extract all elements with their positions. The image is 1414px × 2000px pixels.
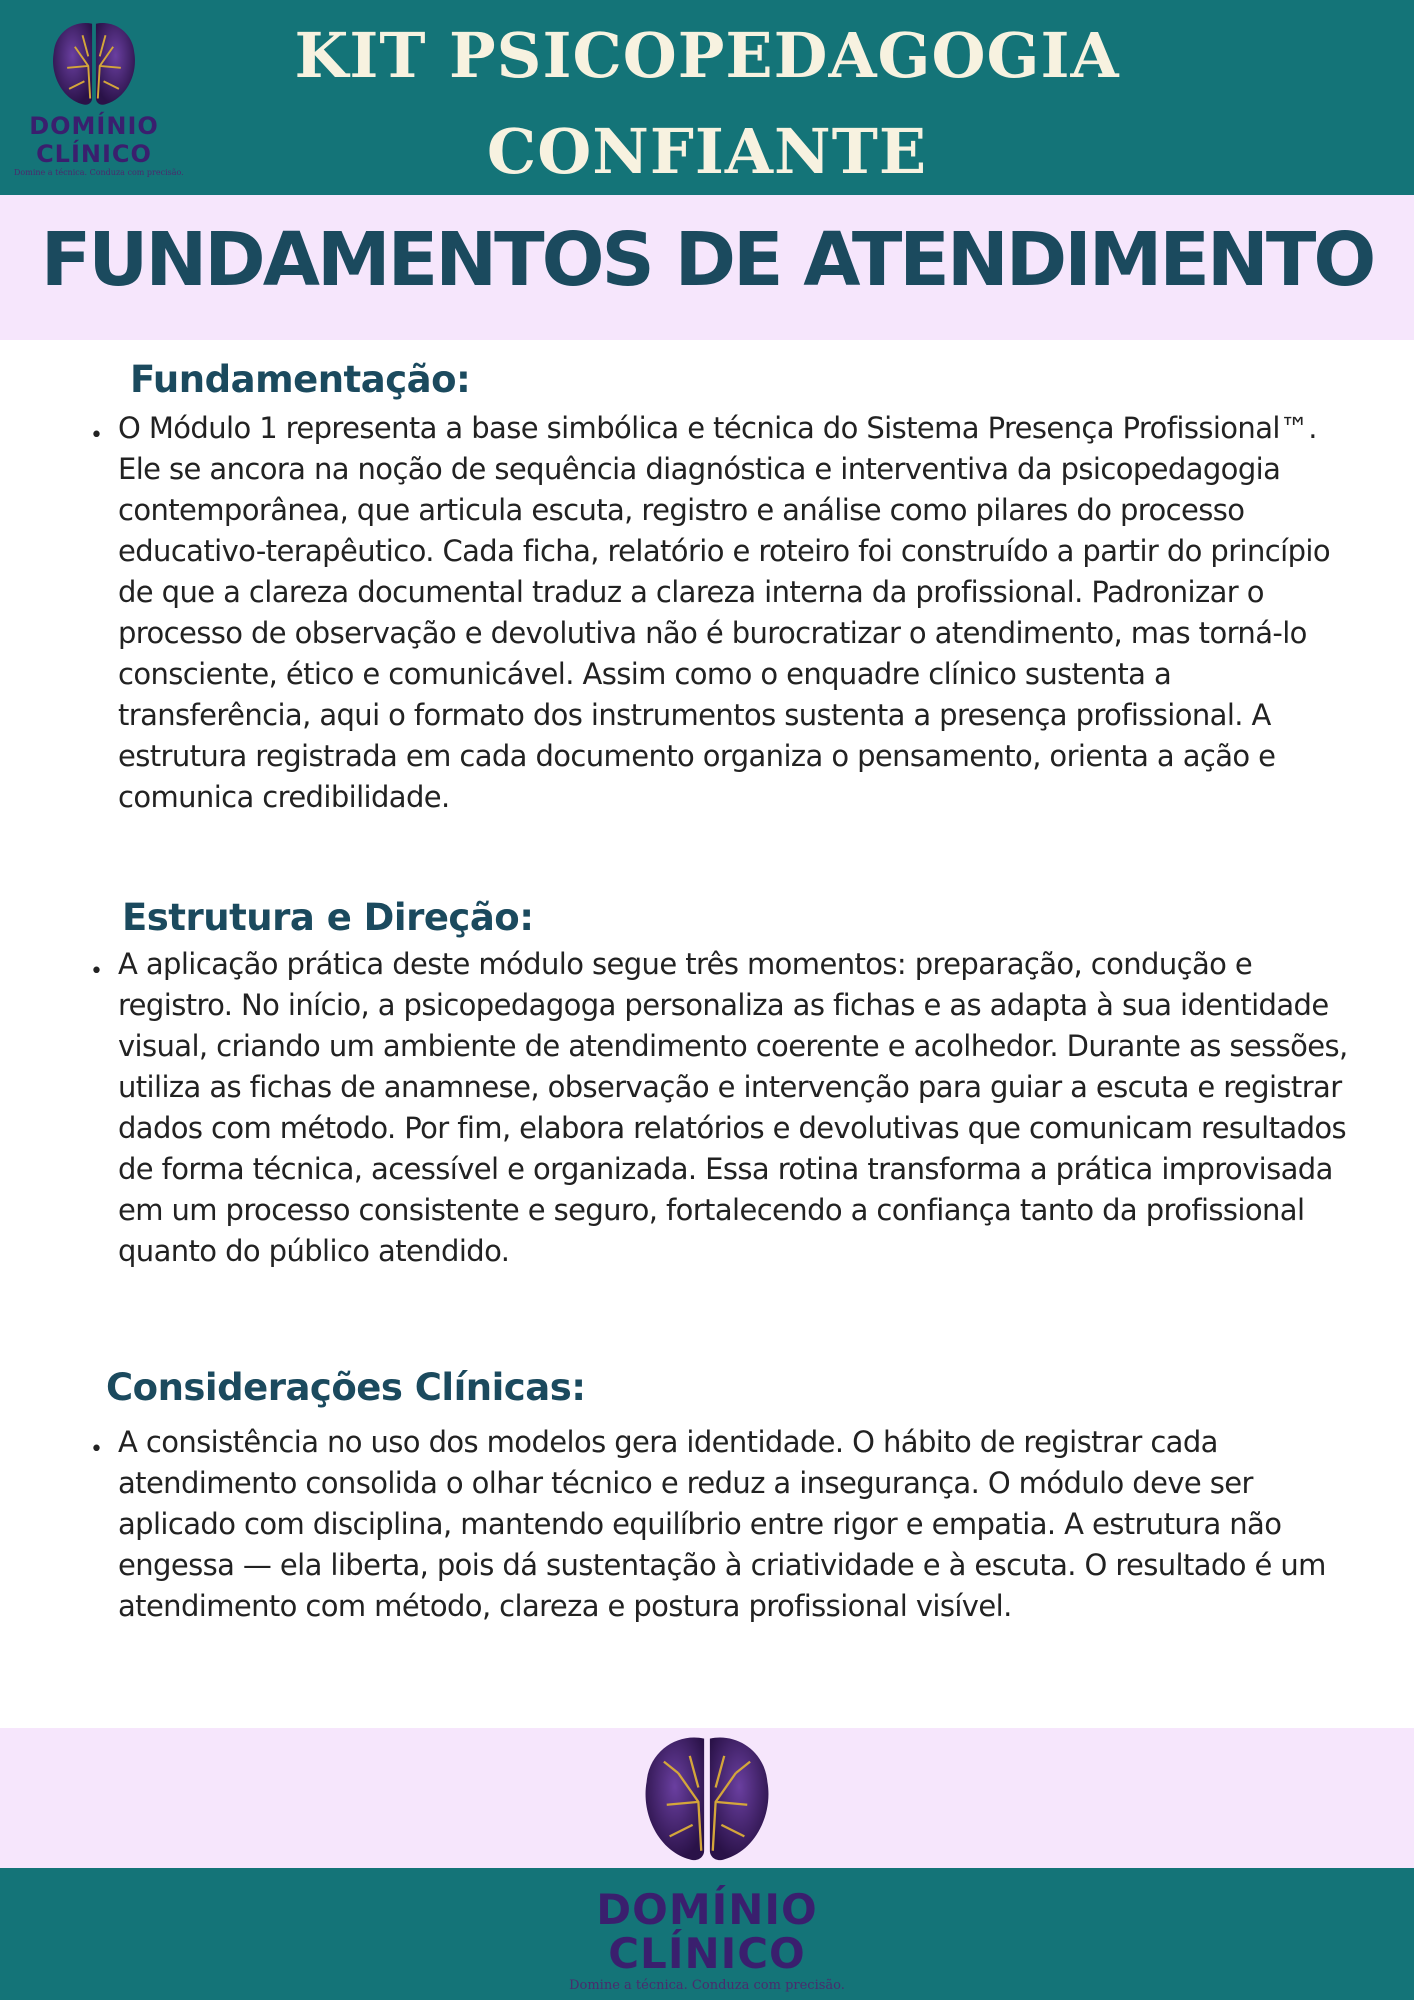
logo-text-line1: DOMÍNIO xyxy=(29,112,159,140)
section-text-estrutura: A aplicação prática deste módulo segue três momentos: preparação, condução e registro. No início, a psicopedagoga personaliza as fichas e as adapta à sua identidade visual, criando um ambiente de atendimento coerente e acolhedor. Durante as sessões, utiliza as fichas de anamnese, observação e intervenção para guiar a escuta e registrar dados com método. Por fim, elabora relatórios e devolutivas que comunicam resultados de forma técnica, acessível e organizada. Essa rotina transforma a prática improvisada em um processo consistente e seguro, fortalecendo a confiança tanto da profissional quanto do público atendido. xyxy=(118,947,1348,1268)
footer-logo-tagline: Domine a técnica. Conduza com precisão. xyxy=(569,1978,845,1993)
bullet-icon: • xyxy=(90,1437,103,1462)
footer-logo-text-line2: CLÍNICO xyxy=(608,1929,806,1978)
kit-title xyxy=(180,8,1234,200)
section-heading-estrutura: Estrutura e Direção: xyxy=(122,896,534,939)
kit-title-line2: CONFIANTE xyxy=(486,115,928,188)
logo-tagline: Domine a técnica. Conduza com precisão. xyxy=(14,168,184,177)
footer-logo-text-line1: DOMÍNIO xyxy=(596,1885,818,1934)
section-text-consideracoes: A consistência no uso dos modelos gera identidade. O hábito de registrar cada atendimento consolida o olhar técnico e reduz a insegurança. O módulo deve ser aplicado com disciplina, mantendo equilíbrio entre rigor e empatia. A estrutura não engessa — ela liberta, pois dá sustentação à criatividade e à escuta. O resultado é um atendimento com método, clareza e postura profissional visível. xyxy=(118,1425,1326,1623)
logo-bottom xyxy=(457,1885,957,1993)
section-heading-consideracoes: Considerações Clínicas: xyxy=(106,1366,586,1409)
logo-top xyxy=(14,18,184,178)
brain-icon xyxy=(46,18,142,110)
section-text-fundamentacao: O Módulo 1 representa a base simbólica e técnica do Sistema Presença Profissional™. Ele se ancora na noção de sequência diagnóstica e interventiva da psicopedagogia contemporânea, que articula escuta, registro e análise como pilares do processo educativo-terapêutico. Cada ficha, relatório e roteiro foi construído a partir do princípio de que a clareza documental traduz a clareza interna da profissional. Padronizar o processo de observação e devolutiva não é burocratizar o atendimento, mas torná-lo consciente, ético e comunicável. Assim como o enquadre clínico sustenta a transferência, aqui o formato dos instrumentos sustenta a presença profissional. A estrutura registrada em cada documento organiza o pensamento, orienta a ação e comunica credibilidade. xyxy=(118,411,1330,814)
bullet-icon: • xyxy=(90,423,103,448)
bullet-icon: • xyxy=(90,959,103,984)
brain-icon xyxy=(632,1730,782,1868)
logo-text-line2: CLÍNICO xyxy=(36,140,152,168)
section-heading-fundamentacao: Fundamentação: xyxy=(130,358,471,401)
page-title: FUNDAMENTOS DE ATENDIMENTO xyxy=(40,217,1374,303)
kit-title-line1: KIT PSICOPEDAGOGIA xyxy=(294,19,1120,92)
